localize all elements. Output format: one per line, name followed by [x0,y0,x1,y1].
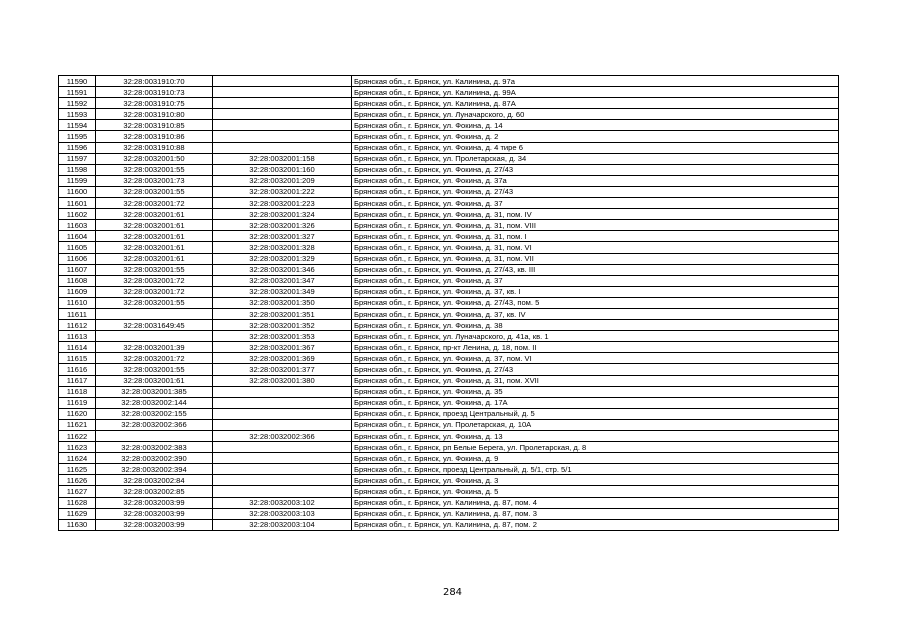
row-number-cell: 11607 [59,264,96,275]
table-row [59,109,839,120]
row-number-cell: 11614 [59,342,96,353]
row-number-cell: 11599 [59,175,96,186]
row-number-cell: 11626 [59,475,96,486]
object-cadastral-number-cell [213,453,352,464]
table-row [59,486,839,497]
table-row [59,464,839,475]
cadastral-number-cell: 32:28:0032001:55 [96,164,213,175]
cadastral-number-cell: 32:28:0032001:61 [96,220,213,231]
table-row [59,308,839,319]
cadastral-number-cell: 32:28:0032001:55 [96,264,213,275]
row-number-cell: 11610 [59,297,96,308]
table-row [59,364,839,375]
table-row [59,419,839,430]
table-row [59,253,839,264]
object-cadastral-number-cell: 32:28:0032003:103 [213,508,352,519]
object-cadastral-number-cell: 32:28:0032001:377 [213,364,352,375]
cadastral-number-cell: 32:28:0032001:61 [96,253,213,264]
object-cadastral-number-cell [213,87,352,98]
cadastral-number-cell: 32:28:0032002:85 [96,486,213,497]
object-cadastral-number-cell: 32:28:0032003:104 [213,519,352,530]
table-row [59,353,839,364]
cadastral-number-cell [96,308,213,319]
table-row [59,286,839,297]
object-cadastral-number-cell [213,76,352,87]
table-row [59,497,839,508]
row-number-cell: 11621 [59,419,96,430]
address-cell: Брянская обл., г. Брянск, ул. Фокина, д. 27/43, пом. 5 [352,297,839,308]
table-row [59,164,839,175]
table-row [59,186,839,197]
address-cell: Брянская обл., г. Брянск, ул. Калинина, д. 87, пом. 3 [352,508,839,519]
object-cadastral-number-cell [213,109,352,120]
address-cell: Брянская обл., г. Брянск, ул. Фокина, д. 37 [352,198,839,209]
table-row [59,408,839,419]
address-cell: Брянская обл., г. Брянск, ул. Калинина, д. 87, пом. 2 [352,519,839,530]
row-number-cell: 11620 [59,408,96,419]
cadastral-number-cell: 32:28:0031910:85 [96,120,213,131]
cadastral-number-cell: 32:28:0031910:75 [96,98,213,109]
cadastral-number-cell: 32:28:0032001:55 [96,364,213,375]
row-number-cell: 11604 [59,231,96,242]
row-number-cell: 11616 [59,364,96,375]
row-number-cell: 11615 [59,353,96,364]
table-row [59,342,839,353]
object-cadastral-number-cell [213,464,352,475]
cadastral-number-cell: 32:28:0032003:99 [96,508,213,519]
cadastral-number-cell: 32:28:0031910:73 [96,87,213,98]
address-cell: Брянская обл., г. Брянск, проезд Центральный, д. 5 [352,408,839,419]
row-number-cell: 11609 [59,286,96,297]
row-number-cell: 11623 [59,442,96,453]
cadastral-number-cell: 32:28:0032001:385 [96,386,213,397]
cadastral-number-cell: 32:28:0032002:144 [96,397,213,408]
cadastral-number-cell: 32:28:0032001:39 [96,342,213,353]
object-cadastral-number-cell [213,131,352,142]
object-cadastral-number-cell: 32:28:0032001:160 [213,164,352,175]
object-cadastral-number-cell: 32:28:0032001:351 [213,308,352,319]
address-cell: Брянская обл., г. Брянск, рп Белые Берега, ул. Пролетарская, д. 8 [352,442,839,453]
address-cell: Брянская обл., г. Брянск, ул. Луначарского, д. 41а, кв. 1 [352,331,839,342]
cadastral-number-cell: 32:28:0032002:155 [96,408,213,419]
table-row [59,231,839,242]
address-cell: Брянская обл., г. Брянск, ул. Фокина, д. 27/43 [352,186,839,197]
row-number-cell: 11602 [59,209,96,220]
cadastral-number-cell: 32:28:0031910:80 [96,109,213,120]
row-number-cell: 11590 [59,76,96,87]
address-cell: Брянская обл., г. Брянск, ул. Фокина, д. 27/43, кв. III [352,264,839,275]
row-number-cell: 11608 [59,275,96,286]
table-row [59,242,839,253]
row-number-cell: 11592 [59,98,96,109]
address-cell: Брянская обл., г. Брянск, ул. Фокина, д. 31, пом. IV [352,209,839,220]
address-cell: Брянская обл., г. Брянск, ул. Луначарского, д. 60 [352,109,839,120]
address-cell: Брянская обл., г. Брянск, ул. Фокина, д. 27/43 [352,164,839,175]
object-cadastral-number-cell: 32:28:0032001:327 [213,231,352,242]
cadastral-number-cell: 32:28:0032001:55 [96,297,213,308]
object-cadastral-number-cell: 32:28:0032001:369 [213,353,352,364]
object-cadastral-number-cell: 32:28:0032001:367 [213,342,352,353]
cadastral-number-cell: 32:28:0032002:394 [96,464,213,475]
table-row [59,142,839,153]
row-number-cell: 11598 [59,164,96,175]
address-cell: Брянская обл., г. Брянск, ул. Фокина, д. 2 [352,131,839,142]
object-cadastral-number-cell: 32:28:0032001:329 [213,253,352,264]
address-cell: Брянская обл., г. Брянск, ул. Калинина, д. 87, пом. 4 [352,497,839,508]
table-row [59,453,839,464]
row-number-cell: 11591 [59,87,96,98]
cadastral-number-cell: 32:28:0032001:61 [96,375,213,386]
row-number-cell: 11606 [59,253,96,264]
object-cadastral-number-cell: 32:28:0032001:158 [213,153,352,164]
page-number: 284 [442,587,463,598]
row-number-cell: 11603 [59,220,96,231]
address-cell: Брянская обл., г. Брянск, ул. Фокина, д. 27/43 [352,364,839,375]
object-cadastral-number-cell: 32:28:0032002:366 [213,431,352,442]
table-row [59,386,839,397]
table-row [59,442,839,453]
address-cell: Брянская обл., г. Брянск, ул. Фокина, д. 37, пом. VI [352,353,839,364]
cadastral-number-cell: 32:28:0032002:383 [96,442,213,453]
row-number-cell: 11628 [59,497,96,508]
row-number-cell: 11622 [59,431,96,442]
table-row [59,153,839,164]
address-cell: Брянская обл., г. Брянск, ул. Пролетарская, д. 10А [352,419,839,430]
row-number-cell: 11624 [59,453,96,464]
object-cadastral-number-cell [213,442,352,453]
object-cadastral-number-cell: 32:28:0032003:102 [213,497,352,508]
address-cell: Брянская обл., г. Брянск, ул. Фокина, д. 31, пом. I [352,231,839,242]
address-cell: Брянская обл., г. Брянск, ул. Фокина, д. 3 [352,475,839,486]
object-cadastral-number-cell: 32:28:0032001:209 [213,175,352,186]
row-number-cell: 11611 [59,308,96,319]
object-cadastral-number-cell [213,486,352,497]
object-cadastral-number-cell [213,142,352,153]
cadastral-number-cell: 32:28:0032001:55 [96,186,213,197]
address-cell: Брянская обл., г. Брянск, ул. Пролетарская, д. 34 [352,153,839,164]
address-cell: Брянская обл., г. Брянск, ул. Фокина, д. 31, пом. VI [352,242,839,253]
object-cadastral-number-cell [213,408,352,419]
object-cadastral-number-cell: 32:28:0032001:326 [213,220,352,231]
cadastral-number-cell: 32:28:0031910:70 [96,76,213,87]
table-row [59,220,839,231]
object-cadastral-number-cell [213,397,352,408]
address-cell: Брянская обл., г. Брянск, ул. Калинина, д. 87А [352,98,839,109]
cadastral-number-cell: 32:28:0032001:61 [96,209,213,220]
row-number-cell: 11597 [59,153,96,164]
row-number-cell: 11618 [59,386,96,397]
row-number-cell: 11612 [59,320,96,331]
cadastral-number-cell: 32:28:0032003:99 [96,519,213,530]
row-number-cell: 11630 [59,519,96,530]
table-row [59,264,839,275]
address-cell: Брянская обл., г. Брянск, ул. Калинина, д. 99А [352,87,839,98]
row-number-cell: 11613 [59,331,96,342]
object-cadastral-number-cell: 32:28:0032001:380 [213,375,352,386]
registry-table-body [59,76,839,531]
cadastral-number-cell: 32:28:0032001:72 [96,198,213,209]
cadastral-number-cell: 32:28:0032001:73 [96,175,213,186]
row-number-cell: 11617 [59,375,96,386]
table-row [59,331,839,342]
row-number-cell: 11627 [59,486,96,497]
table-row [59,175,839,186]
address-cell: Брянская обл., г. Брянск, ул. Фокина, д. 14 [352,120,839,131]
address-cell: Брянская обл., г. Брянск, ул. Фокина, д. 35 [352,386,839,397]
table-row [59,209,839,220]
address-cell: Брянская обл., г. Брянск, ул. Фокина, д. 37, кв. IV [352,308,839,319]
table-row [59,519,839,530]
address-cell: Брянская обл., г. Брянск, ул. Фокина, д. 5 [352,486,839,497]
object-cadastral-number-cell: 32:28:0032001:347 [213,275,352,286]
object-cadastral-number-cell: 32:28:0032001:346 [213,264,352,275]
object-cadastral-number-cell [213,419,352,430]
row-number-cell: 11596 [59,142,96,153]
object-cadastral-number-cell: 32:28:0032001:352 [213,320,352,331]
cadastral-number-cell: 32:28:0032002:84 [96,475,213,486]
row-number-cell: 11595 [59,131,96,142]
object-cadastral-number-cell: 32:28:0032001:349 [213,286,352,297]
cadastral-number-cell [96,431,213,442]
table-row [59,475,839,486]
table-row [59,76,839,87]
address-cell: Брянская обл., г. Брянск, ул. Фокина, д. 37, кв. I [352,286,839,297]
object-cadastral-number-cell [213,475,352,486]
table-row [59,320,839,331]
table-row [59,120,839,131]
address-cell: Брянская обл., г. Брянск, ул. Фокина, д. 31, пом. VII [352,253,839,264]
object-cadastral-number-cell [213,120,352,131]
object-cadastral-number-cell [213,386,352,397]
address-cell: Брянская обл., г. Брянск, ул. Фокина, д. 38 [352,320,839,331]
table-row [59,297,839,308]
table-row [59,98,839,109]
cadastral-number-cell: 32:28:0031649:45 [96,320,213,331]
address-cell: Брянская обл., г. Брянск, ул. Фокина, д. 31, пом. XVII [352,375,839,386]
cadastral-number-cell: 32:28:0032001:61 [96,231,213,242]
row-number-cell: 11629 [59,508,96,519]
address-cell: Брянская обл., г. Брянск, ул. Фокина, д. 13 [352,431,839,442]
object-cadastral-number-cell: 32:28:0032001:328 [213,242,352,253]
table-row [59,375,839,386]
cadastral-number-cell: 32:28:0032002:390 [96,453,213,464]
address-cell: Брянская обл., г. Брянск, ул. Калинина, д. 97а [352,76,839,87]
row-number-cell: 11605 [59,242,96,253]
table-row [59,508,839,519]
address-cell: Брянская обл., г. Брянск, проезд Центральный, д. 5/1, стр. 5/1 [352,464,839,475]
object-cadastral-number-cell: 32:28:0032001:222 [213,186,352,197]
address-cell: Брянская обл., г. Брянск, пр-кт Ленина, д. 18, пом. II [352,342,839,353]
cadastral-number-cell: 32:28:0032003:99 [96,497,213,508]
object-cadastral-number-cell: 32:28:0032001:223 [213,198,352,209]
table-row [59,131,839,142]
cadastral-number-cell: 32:28:0032001:50 [96,153,213,164]
cadastral-number-cell: 32:28:0032001:72 [96,353,213,364]
object-cadastral-number-cell: 32:28:0032001:324 [213,209,352,220]
row-number-cell: 11593 [59,109,96,120]
address-cell: Брянская обл., г. Брянск, ул. Фокина, д. 31, пом. VIII [352,220,839,231]
address-cell: Брянская обл., г. Брянск, ул. Фокина, д. 37 [352,275,839,286]
address-cell: Брянская обл., г. Брянск, ул. Фокина, д. 37а [352,175,839,186]
table-row [59,431,839,442]
object-cadastral-number-cell: 32:28:0032001:350 [213,297,352,308]
row-number-cell: 11594 [59,120,96,131]
cadastral-number-cell: 32:28:0032002:366 [96,419,213,430]
cadastral-number-cell: 32:28:0032001:61 [96,242,213,253]
cadastral-number-cell [96,331,213,342]
table-row [59,397,839,408]
table-row [59,198,839,209]
row-number-cell: 11601 [59,198,96,209]
row-number-cell: 11625 [59,464,96,475]
cadastral-number-cell: 32:28:0031910:88 [96,142,213,153]
address-cell: Брянская обл., г. Брянск, ул. Фокина, д. 9 [352,453,839,464]
registry-table [58,75,839,531]
object-cadastral-number-cell: 32:28:0032001:353 [213,331,352,342]
cadastral-number-cell: 32:28:0032001:72 [96,275,213,286]
address-cell: Брянская обл., г. Брянск, ул. Фокина, д. 17А [352,397,839,408]
row-number-cell: 11600 [59,186,96,197]
address-cell: Брянская обл., г. Брянск, ул. Фокина, д. 4 тире 6 [352,142,839,153]
row-number-cell: 11619 [59,397,96,408]
table-row [59,275,839,286]
cadastral-number-cell: 32:28:0031910:86 [96,131,213,142]
table-row [59,87,839,98]
cadastral-number-cell: 32:28:0032001:72 [96,286,213,297]
object-cadastral-number-cell [213,98,352,109]
